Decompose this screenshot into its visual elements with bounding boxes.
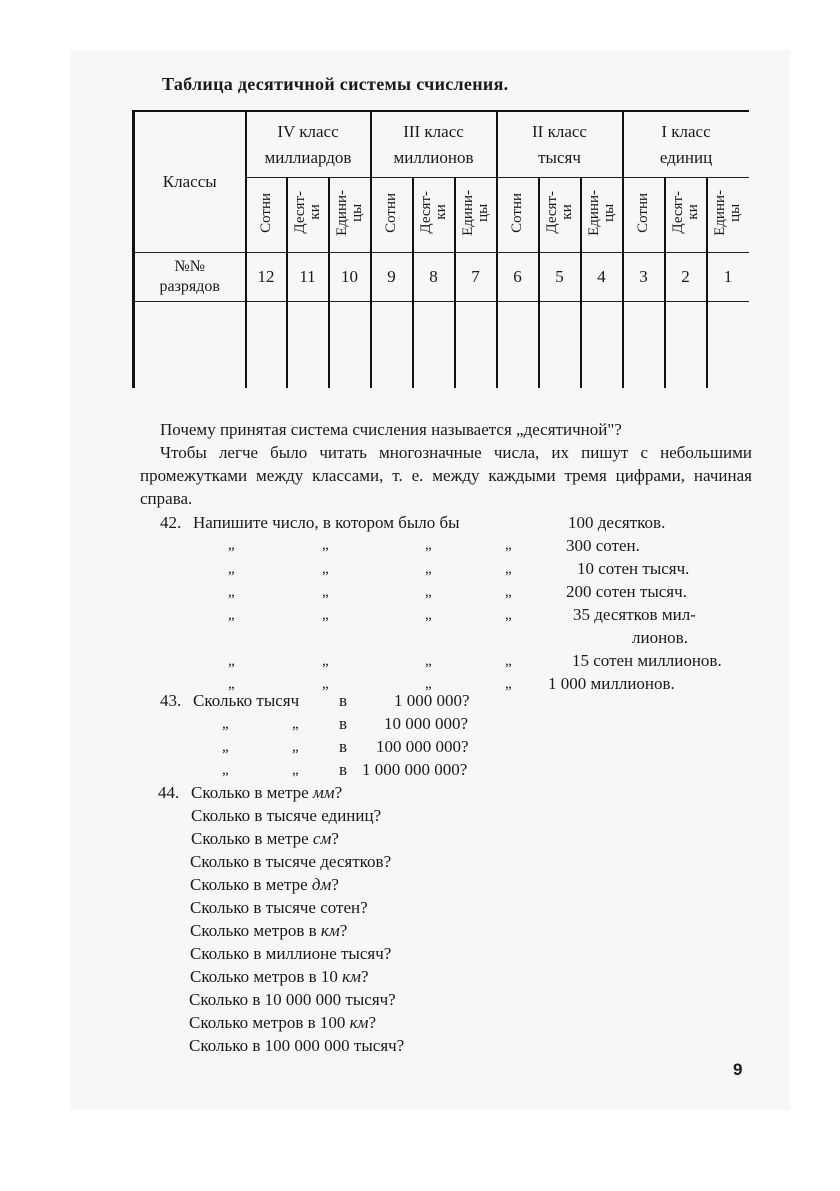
- table-title: Таблица десятичной системы счисления.: [162, 74, 509, 94]
- place-number: 4: [581, 253, 623, 302]
- ditto-mark: „: [505, 653, 512, 669]
- exercise-43-prep: в: [339, 691, 348, 710]
- ditto-mark: „: [322, 537, 329, 553]
- ditto-mark: „: [505, 676, 512, 692]
- place-numbers-label: №№ разрядов: [134, 253, 246, 302]
- exercise-43-value: 100 000 000?: [376, 737, 469, 756]
- ditto-mark: „: [425, 561, 432, 577]
- decimal-system-table: [132, 110, 749, 388]
- ditto-mark: „: [292, 762, 299, 778]
- place-number: 11: [287, 253, 329, 302]
- exercise-44-item: Сколько метров в км?: [190, 921, 348, 940]
- classes-header: Классы: [134, 111, 246, 253]
- explanation-paragraph: Чтобы легче было читать многозначные числа, их пишут с небольшими промежутками между классами, т. е. между каждыми тремя цифрами, начиная справа.: [140, 443, 752, 508]
- ditto-mark: „: [505, 607, 512, 623]
- exercise-44-number: 44.: [158, 783, 180, 802]
- exercise-44-item: Сколько метров в 10 км?: [190, 967, 369, 986]
- question-paragraph: Почему принятая система счисления называется „десятичной"?: [160, 420, 622, 439]
- place-number: 2: [665, 253, 707, 302]
- ditto-mark: „: [425, 653, 432, 669]
- exercise-42-item: лионов.: [632, 628, 688, 647]
- ditto-mark: „: [228, 676, 235, 692]
- exercise-44-item: Сколько в метре дм?: [190, 875, 339, 894]
- exercise-42-item: 10 сотен тысяч.: [577, 559, 690, 578]
- exercise-43-value: 10 000 000?: [384, 714, 469, 733]
- exercise-43-prep: в: [339, 737, 348, 756]
- ditto-mark: „: [322, 653, 329, 669]
- exercise-42-item: 100 десятков.: [568, 513, 666, 532]
- ditto-mark: „: [222, 739, 229, 755]
- ditto-mark: „: [505, 537, 512, 553]
- exercise-42-item: 300 сотен.: [566, 536, 640, 555]
- digit-header: Едини- цы: [329, 178, 371, 253]
- place-number: 9: [371, 253, 413, 302]
- digit-header: Десят- ки: [287, 178, 329, 253]
- ditto-mark: „: [292, 739, 299, 755]
- exercise-44-item: Сколько в 10 000 000 тысяч?: [189, 990, 396, 1009]
- ditto-mark: „: [222, 716, 229, 732]
- exercise-42-item: 35 десятков мил-: [573, 605, 696, 624]
- class-header: IV класс миллиардов: [246, 111, 371, 178]
- ditto-mark: „: [425, 584, 432, 600]
- ditto-mark: „: [228, 653, 235, 669]
- digit-header: Сотни: [497, 178, 539, 253]
- digit-header: Сотни: [371, 178, 413, 253]
- exercise-43-prep: в: [339, 760, 348, 779]
- place-number: 7: [455, 253, 497, 302]
- place-number: 12: [246, 253, 287, 302]
- exercise-44-item: Сколько в тысяче единиц?: [191, 806, 382, 825]
- exercise-42-number: 42.: [160, 513, 182, 532]
- exercise-44-item: Сколько в 100 000 000 тысяч?: [189, 1036, 405, 1055]
- ditto-mark: „: [425, 537, 432, 553]
- class-header: I класс единиц: [623, 111, 749, 178]
- place-number: 3: [623, 253, 665, 302]
- exercise-43-number: 43.: [160, 691, 182, 710]
- digit-header: Десят- ки: [413, 178, 455, 253]
- digit-header: Едини- цы: [707, 178, 749, 253]
- ditto-mark: „: [322, 676, 329, 692]
- exercise-43-prep: в: [339, 714, 348, 733]
- exercise-42-item: 15 сотен миллионов.: [572, 651, 722, 670]
- ditto-mark: „: [228, 537, 235, 553]
- exercise-44-item: Сколько метров в 100 км?: [189, 1013, 376, 1032]
- ditto-mark: „: [322, 584, 329, 600]
- digit-header: Едини- цы: [581, 178, 623, 253]
- exercise-42-item: 1 000 миллионов.: [548, 674, 675, 693]
- ditto-mark: „: [228, 607, 235, 623]
- exercise-43-lead: Сколько тысяч: [193, 691, 300, 710]
- digit-header: Сотни: [623, 178, 665, 253]
- class-header: III класс миллионов: [371, 111, 497, 178]
- exercise-43-value: 1 000 000?: [394, 691, 470, 710]
- exercise-44-item: Сколько в метре см?: [191, 829, 339, 848]
- ditto-mark: „: [322, 607, 329, 623]
- empty-row: [134, 302, 749, 389]
- ditto-mark: „: [322, 561, 329, 577]
- digit-header: Сотни: [246, 178, 287, 253]
- ditto-mark: „: [505, 584, 512, 600]
- digit-header: Десят- ки: [539, 178, 581, 253]
- place-number: 8: [413, 253, 455, 302]
- place-number: 10: [329, 253, 371, 302]
- exercise-42-item: 200 сотен тысяч.: [566, 582, 687, 601]
- exercise-44-item: Сколько в метре мм?: [191, 783, 343, 802]
- exercise-44-item: Сколько в тысяче десятков?: [190, 852, 392, 871]
- digit-header: Десят- ки: [665, 178, 707, 253]
- page-number: 9: [733, 1060, 743, 1079]
- place-number: 6: [497, 253, 539, 302]
- exercise-42-lead: Напишите число, в котором было бы: [193, 513, 460, 532]
- place-number: 5: [539, 253, 581, 302]
- ditto-mark: „: [505, 561, 512, 577]
- ditto-mark: „: [292, 716, 299, 732]
- ditto-mark: „: [222, 762, 229, 778]
- class-header: II класс тысяч: [497, 111, 623, 178]
- exercise-43-value: 1 000 000 000?: [362, 760, 468, 779]
- ditto-mark: „: [425, 607, 432, 623]
- place-number: 1: [707, 253, 749, 302]
- exercise-44-item: Сколько в миллионе тысяч?: [190, 944, 392, 963]
- digit-header: Едини- цы: [455, 178, 497, 253]
- ditto-mark: „: [425, 676, 432, 692]
- ditto-mark: „: [228, 561, 235, 577]
- exercise-44-item: Сколько в тысяче сотен?: [190, 898, 368, 917]
- ditto-mark: „: [228, 584, 235, 600]
